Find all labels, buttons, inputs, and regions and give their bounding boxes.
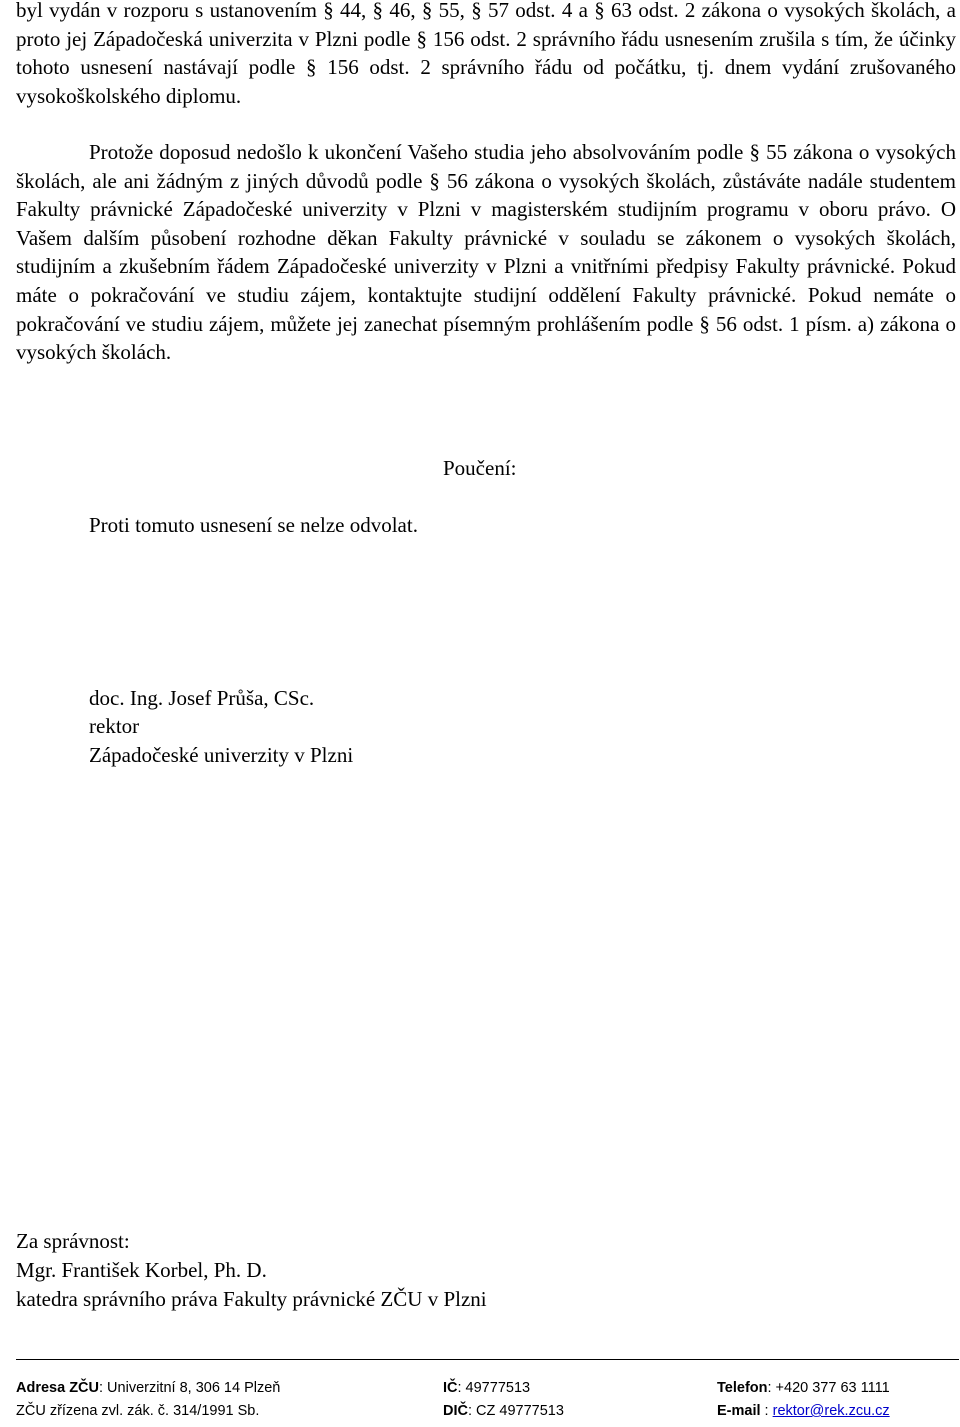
email-link[interactable]: rektor@rek.zcu.cz — [772, 1403, 890, 1419]
footer-email-label: E-mail — [717, 1403, 761, 1419]
footer-divider — [16, 1359, 959, 1360]
footer-dic-value: : CZ 49777513 — [467, 1403, 564, 1419]
instruction-text: Proti tomuto usnesení se nelze odvolat. — [89, 513, 418, 537]
verification-label: Za správnost: — [16, 1229, 130, 1253]
footer-dic-label: DIČ — [443, 1403, 468, 1419]
signatory-name: doc. Ing. Josef Průša, CSc. — [89, 686, 315, 710]
footer-address-label: Adresa ZČU — [16, 1380, 99, 1396]
footer-ic-label: IČ — [443, 1380, 458, 1396]
verification-department: katedra správního práva Fakulty právnické ZČU v Plzni — [16, 1287, 487, 1311]
body-paragraph-1: byl vydán v rozporu s ustanovením § 44, § 46, § 55, § 57 odst. 4 a § 63 odst. 2 zákona o vysokých školách, a proto jej Západočeská univerzita v Plzni podle § 156 odst. 2 správního řádu usnesením zrušila s tím, že účinky tohoto usnesení nastávají podle § 156 odst. 2 správního řádu od počátku, tj. dnem vydání zrušovaného vysokoškolského diplomu. — [16, 0, 956, 108]
footer-address — [16, 1378, 280, 1398]
footer-email — [717, 1401, 890, 1421]
footer-phone-value: : +420 377 63 1111 — [767, 1380, 890, 1396]
footer-founded: ZČU zřízena zvl. zák. č. 314/1991 Sb. — [16, 1403, 260, 1419]
verification-name: Mgr. František Korbel, Ph. D. — [16, 1258, 267, 1282]
footer-email-separator: : — [760, 1403, 773, 1419]
signatory-role: rektor — [89, 714, 140, 738]
footer-phone — [717, 1378, 890, 1398]
body-paragraph-2: Protože doposud nedošlo k ukončení Vašeho studia jeho absolvováním podle § 55 zákona o vysokých školách, ale ani žádným z jiných důvodů podle § 56 zákona o vysokých školách, zůstáváte nadále studentem Fakulty právnické Západočeské univerzity v Plzni v magisterském studijním programu v oboru právo. O Vašem dalším působení rozhodne děkan Fakulty právnické v souladu se zákonem o vysokých školách, studijním a zkušebním řádem Západočeské univerzity v Plzni a vnitřními předpisy Fakulty právnické. Pokud máte o pokračování ve studiu zájem, kontaktujte studijní oddělení Fakulty právnické. Pokud nemáte o pokračování ve studiu zájem, můžete jej zanechat písemným prohlášením podle § 56 odst. 1 písm. a) zákona o vysokých školách. — [16, 140, 956, 365]
footer-address-value: : Univerzitní 8, 306 14 Plzeň — [99, 1380, 281, 1396]
signatory-institution: Západočeské univerzity v Plzni — [89, 743, 354, 767]
footer-dic — [443, 1401, 564, 1421]
footer-ic — [443, 1378, 530, 1398]
instruction-heading: Poučení: — [443, 456, 517, 480]
footer-phone-label: Telefon — [717, 1380, 768, 1396]
footer-ic-value: : 49777513 — [457, 1380, 531, 1396]
